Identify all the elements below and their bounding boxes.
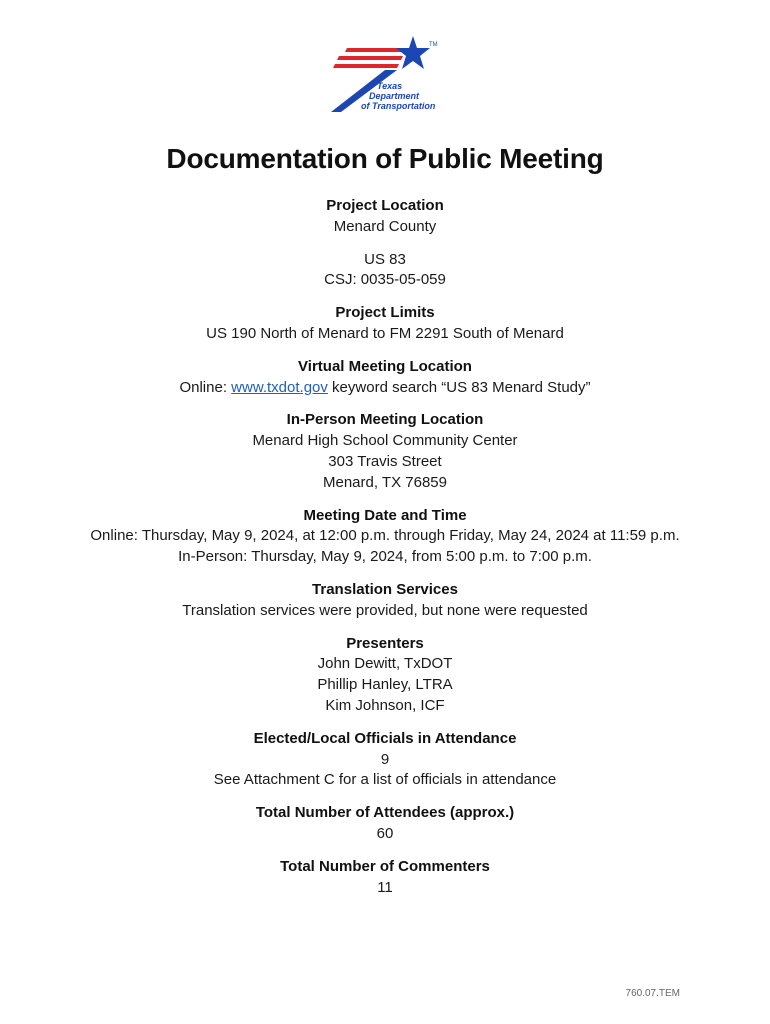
- trademark-mark: TM: [429, 42, 438, 48]
- project-limits-section: [0, 303, 770, 345]
- project-county: Menard County: [333, 217, 437, 235]
- presenter-name: John Dewitt, TxDOT: [317, 655, 453, 673]
- attendees-heading: Total Number of Attendees (approx.): [255, 804, 515, 822]
- logo-text-line3: of Transportation: [361, 101, 436, 111]
- project-csj: CSJ: 0035-05-059: [324, 271, 446, 289]
- virtual-meeting-section: [0, 357, 770, 399]
- presenters-section: [0, 634, 770, 717]
- translation-section: [0, 580, 770, 622]
- officials-note: See Attachment C for a list of officials in attendance: [213, 771, 557, 789]
- presenter-name: Phillip Hanley, LTRA: [317, 676, 453, 694]
- document-body: [0, 196, 770, 910]
- project-limits-heading: Project Limits: [335, 304, 435, 322]
- meeting-venue: Menard High School Community Center: [252, 432, 518, 450]
- meeting-online-datetime: Online: Thursday, May 9, 2024, at 12:00 p.m. through Friday, May 24, 2024 at 11:59 p.m.: [90, 527, 680, 545]
- logo-text-line1: Texas: [377, 81, 403, 91]
- page-title: Documentation of Public Meeting: [166, 143, 604, 174]
- presenters-heading: Presenters: [346, 634, 424, 652]
- project-location-heading: Project Location: [326, 197, 444, 214]
- meeting-street: 303 Travis Street: [328, 452, 442, 470]
- project-limits-text: US 190 North of Menard to FM 2291 South of Menard: [206, 324, 564, 342]
- project-route: US 83: [364, 250, 406, 268]
- form-code: 760.07.TEM: [625, 988, 680, 999]
- project-location-section: [0, 196, 770, 291]
- txdot-logo: [325, 30, 450, 116]
- attendees-count: 60: [376, 824, 394, 842]
- commenters-section: [0, 857, 770, 899]
- commenters-count: 11: [377, 878, 393, 896]
- officials-count: 9: [380, 750, 390, 768]
- commenters-heading: Total Number of Commenters: [280, 857, 490, 875]
- virtual-meeting-heading: Virtual Meeting Location: [298, 357, 472, 375]
- virtual-meeting-suffix: keyword search “US 83 Menard Study”: [327, 378, 591, 396]
- translation-heading: Translation Services: [312, 580, 458, 598]
- logo-text-line2: Department: [369, 91, 420, 101]
- virtual-meeting-prefix: Online:: [179, 378, 232, 396]
- presenter-name: Kim Johnson, ICF: [325, 696, 445, 714]
- meeting-datetime-heading: Meeting Date and Time: [303, 506, 467, 524]
- meeting-datetime-section: [0, 506, 770, 568]
- meeting-city: Menard, TX 76859: [323, 473, 447, 491]
- in-person-meeting-section: [0, 410, 770, 493]
- virtual-meeting-line: [0, 378, 770, 399]
- in-person-meeting-heading: In-Person Meeting Location: [286, 411, 484, 429]
- meeting-in-person-datetime: In-Person: Thursday, May 9, 2024, from 5:00 p.m. to 7:00 p.m.: [178, 548, 592, 566]
- attendees-section: [0, 803, 770, 845]
- txdot-website-link[interactable]: www.txdot.gov: [231, 378, 328, 396]
- translation-text: Translation services were provided, but none were requested: [182, 601, 588, 619]
- officials-section: [0, 729, 770, 791]
- officials-heading: Elected/Local Officials in Attendance: [253, 729, 517, 747]
